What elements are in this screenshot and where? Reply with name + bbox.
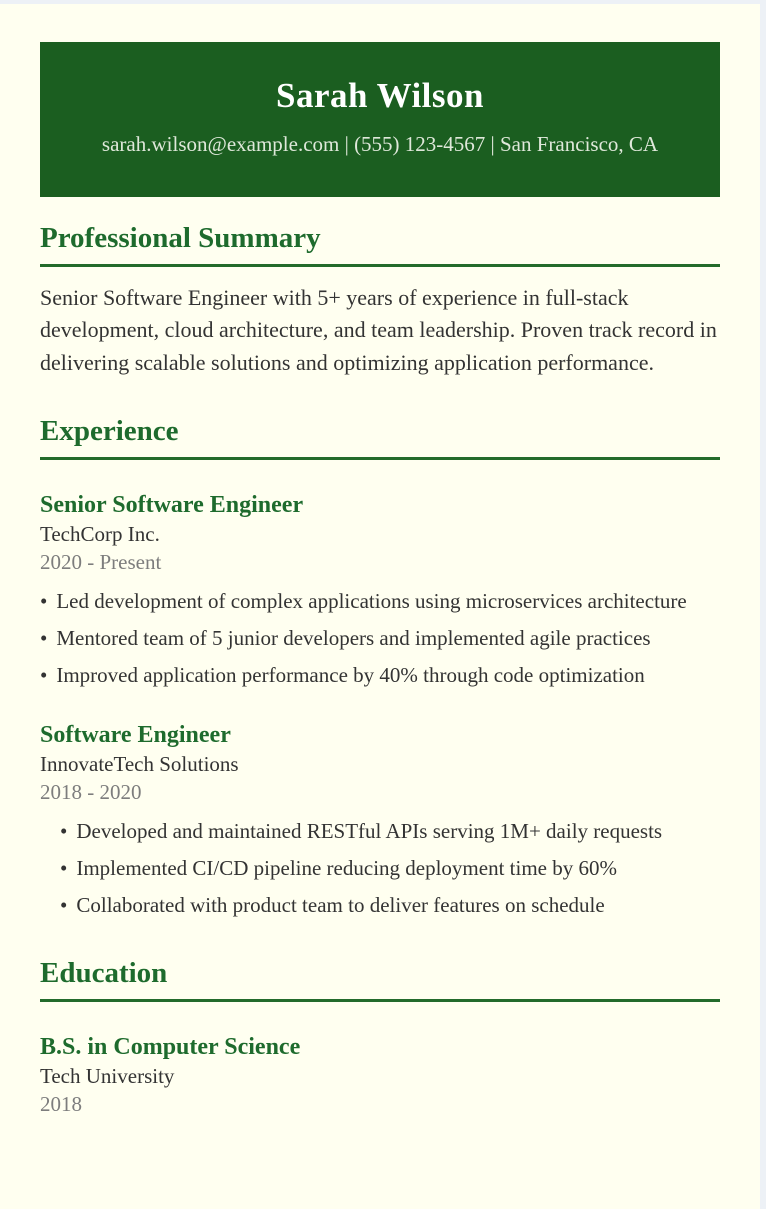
- job-bullet: [40, 661, 720, 691]
- contact-line: sarah.wilson@example.com | (555) 123-4567 | San Francisco, CA: [101, 132, 659, 156]
- summary-paragraph: Senior Software Engineer with 5+ years of experience in full-stack development, cloud architecture, and team leadership. Proven track record in delivering scalable solutions and optimizing application performance.: [40, 285, 717, 375]
- resume-page: [0, 4, 760, 1209]
- job-bullet: [60, 891, 720, 921]
- job-bullet-text: Mentored team of 5 junior developers and implemented agile practices: [56, 625, 651, 650]
- bullet-dot-icon: •: [40, 625, 48, 650]
- section-professional-summary: [40, 222, 720, 379]
- job-bullet-list: [40, 817, 720, 920]
- header-banner: [40, 42, 720, 197]
- job-title: Senior Software Engineer: [40, 491, 304, 518]
- bullet-dot-icon: •: [60, 856, 68, 881]
- section-title-experience: Experience: [40, 415, 720, 460]
- degree-title: B.S. in Computer Science: [40, 1033, 301, 1060]
- job-dates: 2020 - Present: [40, 549, 162, 574]
- job-entry-software-engineer: [40, 722, 720, 920]
- job-company: InnovateTech Solutions: [40, 752, 239, 777]
- education-entry: [40, 1034, 720, 1117]
- job-bullet-text: Led development of complex applications using microservices architecture: [56, 588, 687, 613]
- school-name: Tech University: [40, 1063, 175, 1088]
- job-bullet-text: Improved application performance by 40% through code optimization: [56, 662, 645, 687]
- job-bullet: [40, 624, 720, 654]
- job-bullet-text: Developed and maintained RESTful APIs serving 1M+ daily requests: [76, 819, 663, 844]
- bullet-dot-icon: •: [60, 893, 68, 918]
- job-bullet-text: Implemented CI/CD pipeline reducing deployment time by 60%: [76, 856, 617, 881]
- bullet-dot-icon: •: [40, 588, 48, 613]
- job-dates: 2018 - 2020: [40, 780, 142, 805]
- job-bullet: [60, 854, 720, 884]
- graduation-year: 2018: [40, 1091, 82, 1116]
- person-name: Sarah Wilson: [276, 76, 484, 115]
- bullet-dot-icon: •: [60, 819, 68, 844]
- job-title: Software Engineer: [40, 722, 231, 749]
- section-experience: [40, 415, 720, 921]
- job-bullet: [40, 587, 720, 617]
- section-title-education: Education: [40, 957, 720, 1002]
- job-bullet-text: Collaborated with product team to deliver features on schedule: [76, 893, 605, 918]
- job-company: TechCorp Inc.: [40, 521, 160, 546]
- job-bullet-list: [40, 587, 720, 690]
- job-entry-senior-software-engineer: [40, 492, 720, 690]
- bullet-dot-icon: •: [40, 662, 48, 687]
- job-bullet: [60, 817, 720, 847]
- section-education: [40, 957, 720, 1117]
- section-title-professional-summary: Professional Summary: [40, 222, 720, 267]
